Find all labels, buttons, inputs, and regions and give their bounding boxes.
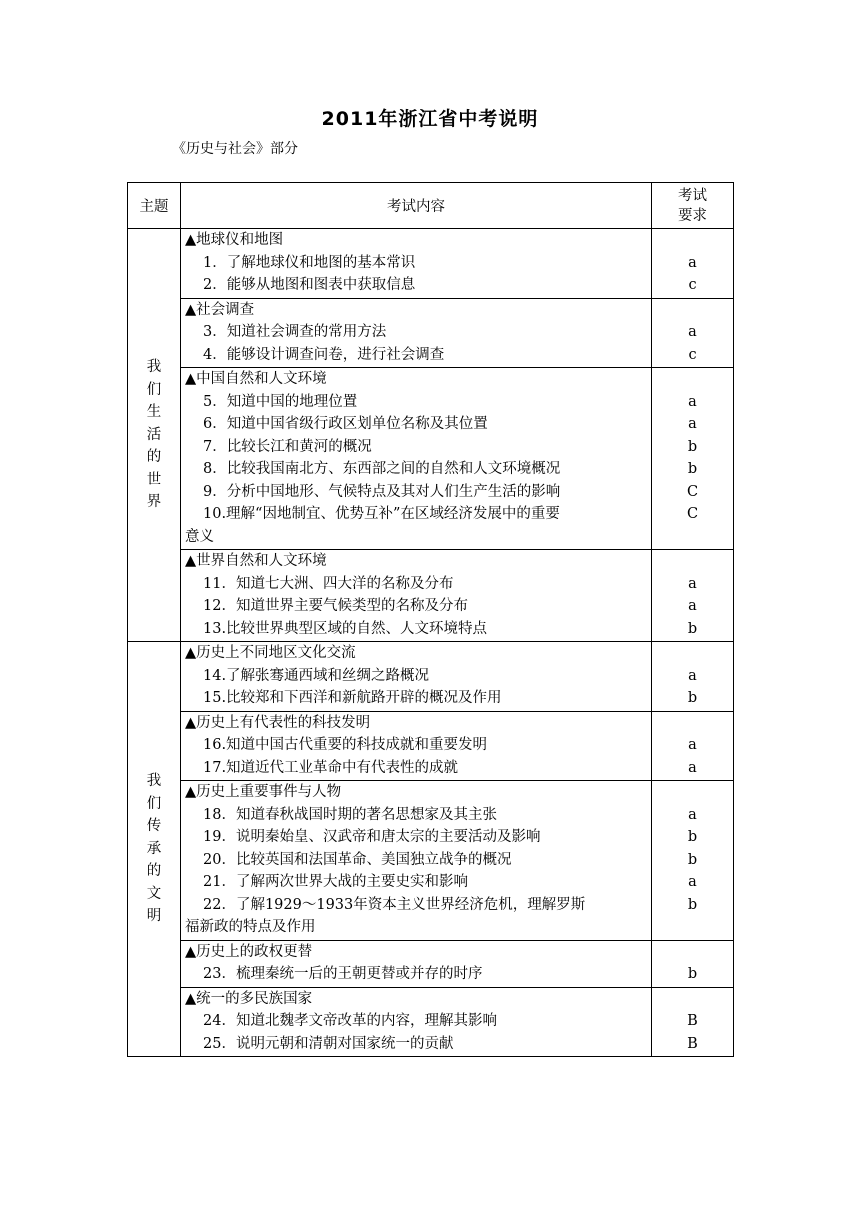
table-body: [128, 229, 734, 1057]
content-item: 15.比较郑和下西洋和新航路开辟的概况及作用: [203, 690, 502, 706]
content-item: 7．比较长江和黄河的概况: [203, 438, 372, 455]
topic-label: 我们生活的世界: [146, 359, 162, 511]
requirement-level: b: [687, 620, 698, 637]
requirement-spacer: [652, 642, 733, 665]
requirement-spacer: [652, 299, 733, 322]
table-row: [128, 368, 734, 550]
section-heading: ▲历史上不同地区文化交流: [185, 645, 356, 661]
header-requirement-label: 考试要求: [677, 187, 707, 224]
document-subtitle: 《历史与社会》部分: [172, 141, 298, 157]
content-item: 5．知道中国的地理位置: [203, 393, 358, 410]
content-item: 18．知道春秋战国时期的著名思想家及其主张: [203, 806, 497, 823]
requirement-level: b: [687, 851, 698, 868]
table-row: [128, 550, 734, 642]
requirement-level: a: [688, 667, 697, 684]
section-heading: ▲历史上有代表性的科技发明: [185, 714, 371, 731]
section-content-cell: [181, 550, 652, 642]
content-item: 23．梳理秦统一后的王朝更替或并存的时序: [203, 966, 483, 982]
content-item-continuation: 意义: [185, 528, 214, 545]
content-item: 22．了解1929～1933年资本主义世界经济危机，理解罗斯: [203, 896, 586, 913]
section-heading: ▲社会调查: [185, 301, 255, 318]
section-requirement-cell: [652, 781, 734, 941]
requirement-level: b: [687, 966, 698, 982]
table-row: [128, 229, 734, 299]
requirement-spacer: [652, 988, 733, 1011]
requirement-level: B: [687, 1035, 698, 1052]
table-header-row: [128, 183, 734, 229]
requirement-level: a: [688, 254, 697, 271]
requirement-level: b: [687, 896, 698, 913]
requirement-level: a: [688, 806, 697, 823]
section-requirement-cell: [652, 711, 734, 781]
content-item: 10.理解“因地制宜、优势互补”在区域经济发展中的重要: [203, 506, 560, 522]
content-item: 3．知道社会调查的常用方法: [203, 324, 387, 340]
content-item: 20．比较英国和法国革命、美国独立战争的概况: [203, 851, 512, 868]
header-content: 考试内容: [181, 183, 652, 229]
requirement-level: a: [688, 393, 697, 410]
requirement-spacer: [652, 781, 733, 804]
topic-label: 我们传承的文明: [146, 773, 162, 925]
content-item: 17.知道近代工业革命中有代表性的成就: [203, 759, 459, 776]
table-row: [128, 940, 734, 987]
requirement-level: a: [688, 759, 697, 776]
requirement-level: b: [687, 461, 698, 477]
section-requirement-cell: [652, 298, 734, 368]
content-item: 4．能够设计调查问卷，进行社会调查: [203, 346, 445, 363]
section-requirement-cell: [652, 642, 734, 712]
topic-cell: [128, 229, 181, 642]
requirement-level: a: [688, 598, 697, 614]
table-row: [128, 711, 734, 781]
requirement-level: a: [688, 874, 697, 890]
topic-cell: [128, 642, 181, 1057]
content-item: 12．知道世界主要气候类型的名称及分布: [203, 598, 468, 614]
section-content-cell: [181, 298, 652, 368]
header-topic: 主题: [128, 183, 181, 229]
requirement-level: c: [688, 346, 697, 363]
section-heading: ▲统一的多民族国家: [185, 990, 313, 1007]
content-item: 25．说明元朝和清朝对国家统一的贡献: [203, 1035, 454, 1052]
content-item: 8．比较我国南北方、东西部之间的自然和人文环境概况: [203, 461, 561, 477]
section-content-cell: [181, 940, 652, 987]
content-item: 13.比较世界典型区域的自然、人文环境特点: [203, 620, 488, 637]
table-row: [128, 987, 734, 1057]
header-requirement: [652, 183, 734, 229]
section-requirement-cell: [652, 940, 734, 987]
section-content-cell: [181, 781, 652, 941]
content-item-continuation: 福新政的特点及作用: [185, 919, 316, 935]
section-content-cell: [181, 368, 652, 550]
requirement-spacer: [652, 941, 733, 964]
content-item: 16.知道中国古代重要的科技成就和重要发明: [203, 737, 488, 753]
content-item: 19．说明秦始皇、汉武帝和唐太宗的主要活动及影响: [203, 829, 541, 845]
content-item: 21．了解两次世界大战的主要史实和影响: [203, 874, 468, 890]
exam-outline-table: [127, 182, 734, 1057]
requirement-level: c: [688, 277, 697, 293]
requirement-level: b: [687, 829, 698, 845]
section-heading: ▲世界自然和人文环境: [185, 553, 327, 569]
content-item: 11．知道七大洲、四大洋的名称及分布: [203, 575, 454, 592]
requirement-level: B: [687, 1013, 698, 1029]
section-requirement-cell: [652, 229, 734, 299]
requirement-level: b: [687, 690, 698, 706]
requirement-level: C: [686, 483, 699, 500]
section-heading: ▲历史上重要事件与人物: [185, 784, 342, 800]
section-content-cell: [181, 987, 652, 1057]
section-requirement-cell: [652, 368, 734, 550]
requirement-spacer: [652, 550, 733, 573]
table-row: [128, 298, 734, 368]
section-requirement-cell: [652, 550, 734, 642]
section-heading: ▲地球仪和地图: [185, 232, 284, 248]
requirement-level: C: [686, 506, 699, 522]
content-item: 14.了解张骞通西域和丝绸之路概况: [203, 667, 430, 684]
section-content-cell: [181, 711, 652, 781]
content-item: 1．了解地球仪和地图的基本常识: [203, 254, 416, 271]
content-item: 24．知道北魏孝文帝改革的内容，理解其影响: [203, 1013, 497, 1029]
section-content-cell: [181, 642, 652, 712]
requirement-level: a: [688, 416, 697, 432]
document-title: 2011年浙江省中考说明: [321, 108, 539, 130]
section-requirement-cell: [652, 987, 734, 1057]
content-item: 2．能够从地图和图表中获取信息: [203, 277, 416, 293]
requirement-spacer: [652, 229, 733, 252]
requirement-level: b: [687, 438, 698, 455]
table-row: [128, 781, 734, 941]
section-heading: ▲历史上的政权更替: [185, 943, 313, 960]
content-item: 6．知道中国省级行政区划单位名称及其位置: [203, 416, 488, 432]
section-content-cell: [181, 229, 652, 299]
section-heading: ▲中国自然和人文环境: [185, 371, 327, 387]
requirement-level: a: [688, 575, 697, 592]
requirement-spacer: [652, 368, 733, 391]
requirement-level: a: [688, 737, 697, 753]
table-row: [128, 642, 734, 712]
requirement-level: a: [688, 324, 697, 340]
content-item: 9．分析中国地形、气候特点及其对人们生产生活的影响: [203, 483, 561, 500]
requirement-spacer: [652, 712, 733, 735]
